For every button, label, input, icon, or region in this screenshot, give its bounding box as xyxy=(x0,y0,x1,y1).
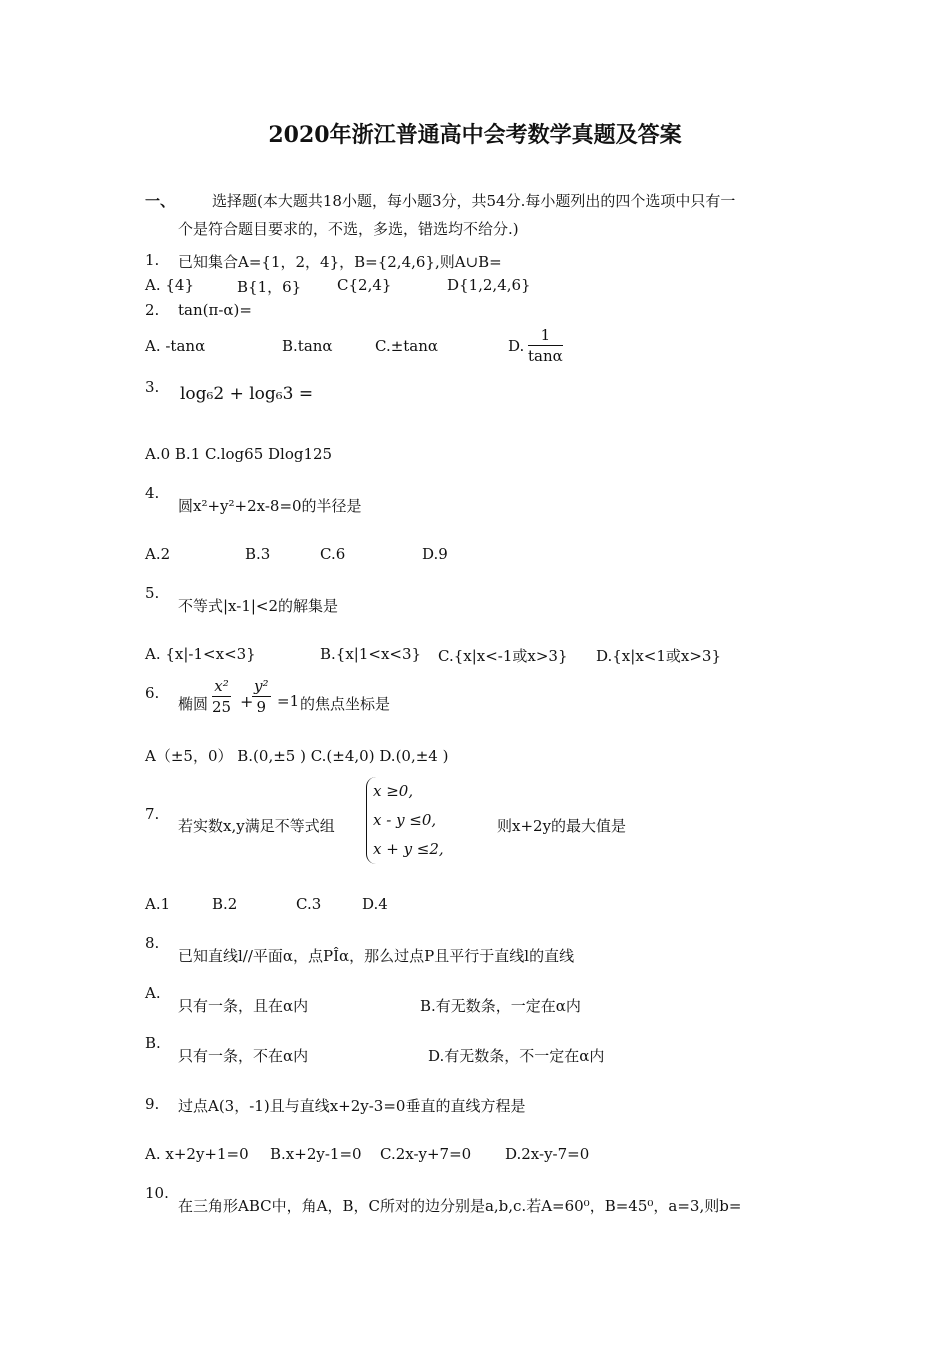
q2-option-d-label: D. xyxy=(508,337,525,355)
q7-inequality-1: x ≥0, xyxy=(373,782,414,800)
q6-fraction-y-numerator: y² xyxy=(254,677,269,695)
q2-option-a: A. -tanα xyxy=(145,337,206,355)
q6-number: 6. xyxy=(145,684,160,702)
q9-option-b: B.x+2y-1=0 xyxy=(270,1145,362,1163)
q6-fraction-x xyxy=(212,676,231,717)
q8-text: 已知直线l//平面α，点PÎα，那么过点P且平行于直线l的直线 xyxy=(178,947,575,965)
q9-text: 过点A(3，-1)且与直线x+2y-3=0垂直的直线方程是 xyxy=(178,1097,526,1115)
q4-option-a: A.2 xyxy=(145,545,171,563)
section-instructions-line1: 选择题(本大题共18小题，每小题3分，共54分.每小题列出的四个选项中只有一 xyxy=(212,192,736,210)
q2-text: tan(π-α)= xyxy=(178,301,252,319)
q8-option-a: 只有一条，且在α内 xyxy=(178,997,309,1015)
q3-expression: log₆2 + log₆3 = xyxy=(180,384,314,404)
q9-option-c: C.2x-y+7=0 xyxy=(380,1145,472,1163)
q7-number: 7. xyxy=(145,805,160,823)
q6-fraction-x-denominator: 25 xyxy=(212,698,232,716)
q8-option-c: 只有一条，不在α内 xyxy=(178,1047,309,1065)
q1-option-d: D{1,2,4,6} xyxy=(447,276,531,294)
q6-plus-sign: + xyxy=(240,692,254,711)
q8-option-d: D.有无数条，不一定在α内 xyxy=(428,1047,605,1065)
page-title: 2020年浙江普通高中会考数学真题及答案 xyxy=(268,122,682,148)
q1-option-b: B{1，6} xyxy=(237,278,302,296)
q6-options: A（±5，0） B.(0,±5 ) C.(±4,0) D.(0,±4 ) xyxy=(145,747,449,765)
q1-number: 1. xyxy=(145,251,160,269)
q7-option-d: D.4 xyxy=(362,895,388,913)
q7-option-b: B.2 xyxy=(212,895,238,913)
q5-option-c: C.{x|x<-1或x>3} xyxy=(438,647,568,665)
q5-option-a: A. {x|-1<x<3} xyxy=(145,645,256,663)
q8-option-b: B.有无数条，一定在α内 xyxy=(420,997,581,1015)
q2-option-c: C.±tanα xyxy=(375,337,439,355)
q2-fraction-numerator: 1 xyxy=(528,325,563,346)
q3-options: A.0 B.1 C.log65 Dlog125 xyxy=(145,445,333,463)
q5-option-b: B.{x|1<x<3} xyxy=(320,645,422,663)
q1-text: 已知集合A={1，2，4}，B={2,4,6},则A∪B= xyxy=(178,253,502,271)
q7-inequality-system xyxy=(366,777,444,864)
q9-number: 9. xyxy=(145,1095,160,1113)
q6-suffix: 的焦点坐标是 xyxy=(300,695,391,713)
q7-option-c: C.3 xyxy=(296,895,322,913)
q7-tail: 则x+2y的最大值是 xyxy=(497,817,627,835)
q5-option-d: D.{x|x<1或x>3} xyxy=(596,647,722,665)
q6-fraction-y-denominator: 9 xyxy=(256,698,267,716)
q6-fraction-x-numerator: x² xyxy=(212,676,231,697)
q2-fraction-denominator: tanα xyxy=(528,347,563,365)
q6-equals: =1 xyxy=(277,692,300,710)
q6-fraction-y xyxy=(252,676,271,717)
q4-option-d: D.9 xyxy=(422,545,448,563)
section-instructions-line2: 个是符合题目要求的，不选，多选，错选均不给分.) xyxy=(178,220,519,238)
q5-text: 不等式|x-1|<2的解集是 xyxy=(178,597,339,615)
q6-prefix: 椭圆 xyxy=(178,695,209,713)
q10-text: 在三角形ABC中，角A，B，C所对的边分别是a,b,c.若A=60⁰，B=45⁰，a=3,则b= xyxy=(178,1197,742,1215)
q4-option-c: C.6 xyxy=(320,545,346,563)
q7-inequality-3: x + y ≤2, xyxy=(373,840,444,858)
q3-number: 3. xyxy=(145,378,160,396)
q2-option-b: B.tanα xyxy=(282,337,333,355)
q9-option-a: A. x+2y+1=0 xyxy=(145,1145,249,1163)
q8-number: 8. xyxy=(145,934,160,952)
q5-number: 5. xyxy=(145,584,160,602)
q4-text: 圆x²+y²+2x-8=0的半径是 xyxy=(178,497,362,515)
q7-inequality-2: x - y ≤0, xyxy=(373,811,437,829)
q7-text: 若实数x,y满足不等式组 xyxy=(178,817,335,835)
section-number: 一、 xyxy=(145,192,176,210)
q8-label-a: A. xyxy=(145,984,161,1002)
q4-option-b: B.3 xyxy=(245,545,271,563)
q7-option-a: A.1 xyxy=(145,895,171,913)
q1-option-c: C{2,4} xyxy=(337,276,392,294)
q2-number: 2. xyxy=(145,301,160,319)
q8-label-b: B. xyxy=(145,1034,161,1052)
q10-number: 10. xyxy=(145,1184,169,1202)
q1-option-a: A. {4} xyxy=(145,276,194,294)
q2-option-d-fraction xyxy=(528,325,563,366)
q4-number: 4. xyxy=(145,484,160,502)
q9-option-d: D.2x-y-7=0 xyxy=(505,1145,590,1163)
